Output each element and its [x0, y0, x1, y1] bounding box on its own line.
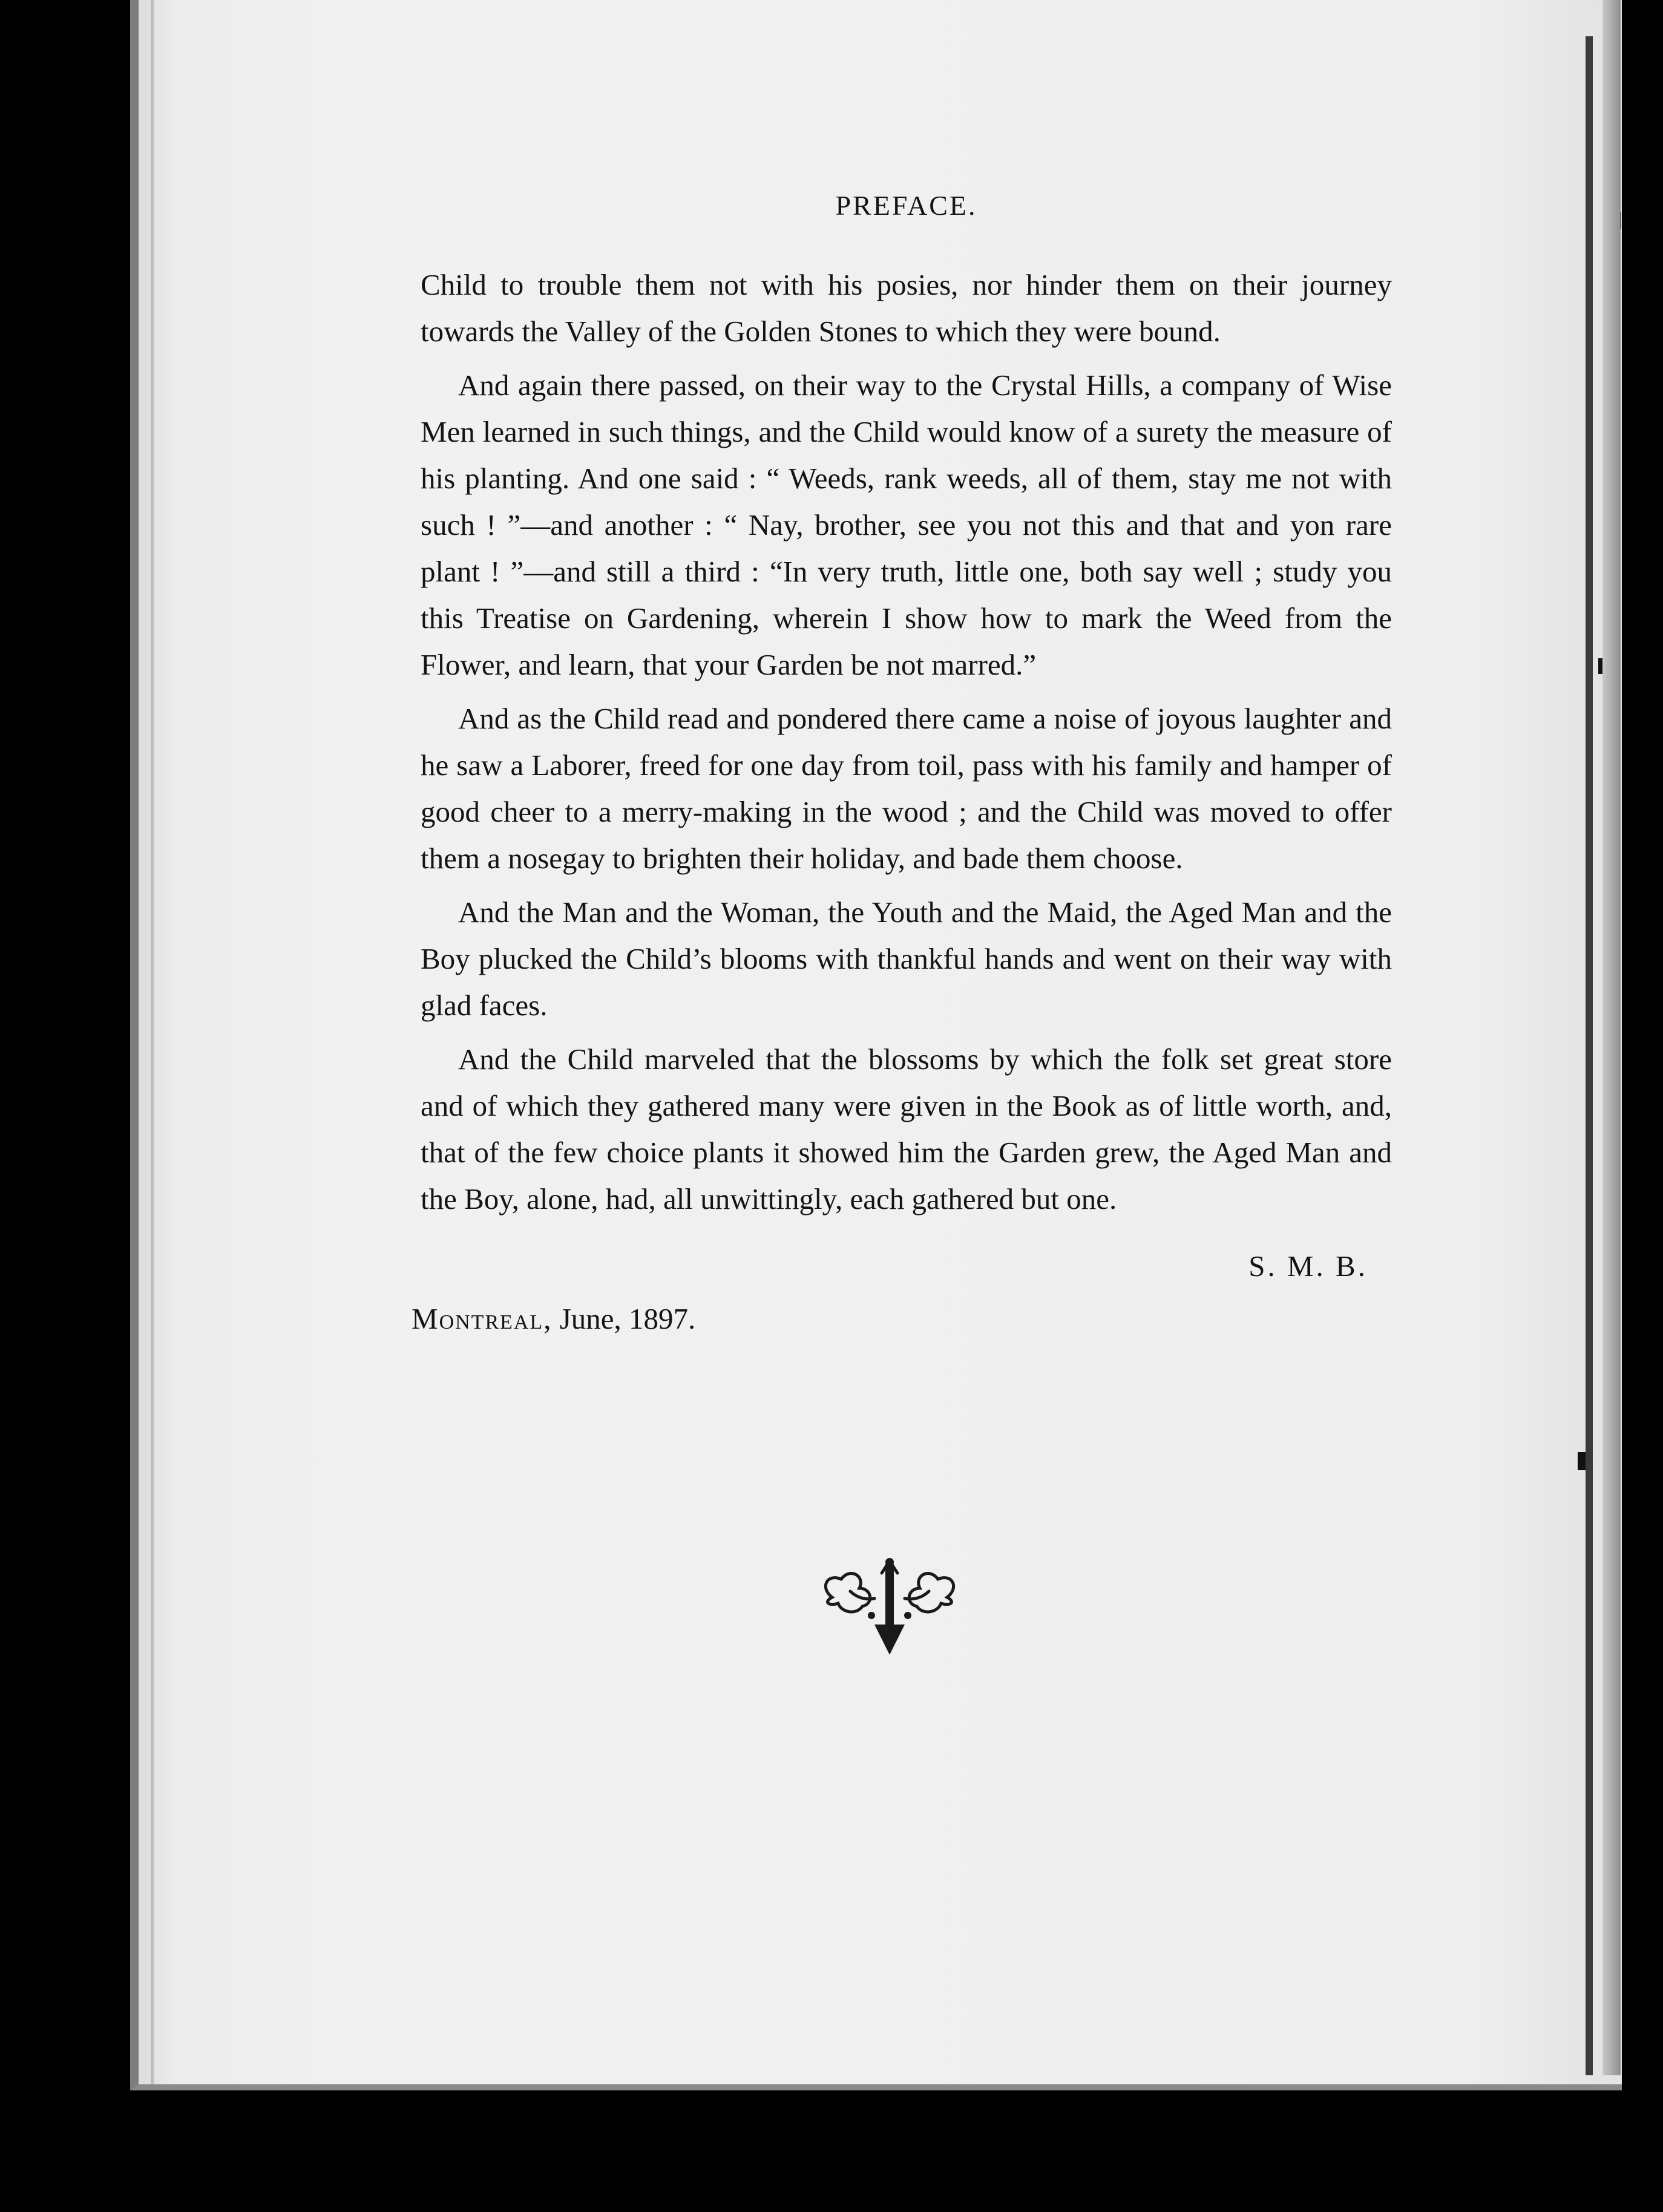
paragraph: And again there passed, on their way to the Crystal Hills, a company of Wise Men learned in such things, and the Child would know of a surety the measure of his planting. And one said : “ Weeds, rank weeds, all of them, stay me not with such ! ”—and another : “ Nay, brother, see you not this and that and yon rare plant ! ”—and still a third : “In very truth, little one, both say well ; study you this Treatise on Gardening, wherein I show how to mark the Weed from the Flower, and learn, that your Garden be not marred.”: [421, 368, 1392, 681]
preface-text: [412, 182, 1392, 1342]
paragraph: And the Man and the Woman, the Youth and the Maid, the Aged Man and the Boy plucked the Child’s blooms with thankful hands and went on their way with glad faces.: [421, 895, 1392, 1022]
binding-fold: [1586, 36, 1593, 2075]
paragraph: And the Child marveled that the blossoms by which the folk set great store and of which they gathered many were given in the Book as of little worth, and, that of the few choice plants it showed him the Garden grew, the Aged Man and the Boy, alone, had, all unwittingly, each gathered but one.: [421, 1042, 1392, 1216]
dateline-place: Montreal,: [412, 1302, 553, 1335]
paragraph: And as the Child read and pondered there came a noise of joyous laughter and he saw a Laborer, freed for one day from toil, pass with his family and hamper of good cheer to a merry-making in the wood ; and the Child was moved to offer them a nosegay to brighten their holiday, and bade them choose.: [421, 702, 1392, 875]
binding-edge: [1602, 0, 1621, 2075]
paragraph: Child to trouble them not with his posies, nor hinder them on their journey towards the Valley of the Golden Stones to which they were bound.: [421, 268, 1392, 348]
floral-ornament-icon: [814, 1555, 965, 1658]
dateline-date: June, 1897.: [559, 1302, 696, 1335]
signature: S. M. B.: [1248, 1249, 1368, 1283]
page-title: PREFACE.: [835, 190, 977, 221]
dateline: [412, 1295, 1392, 1342]
